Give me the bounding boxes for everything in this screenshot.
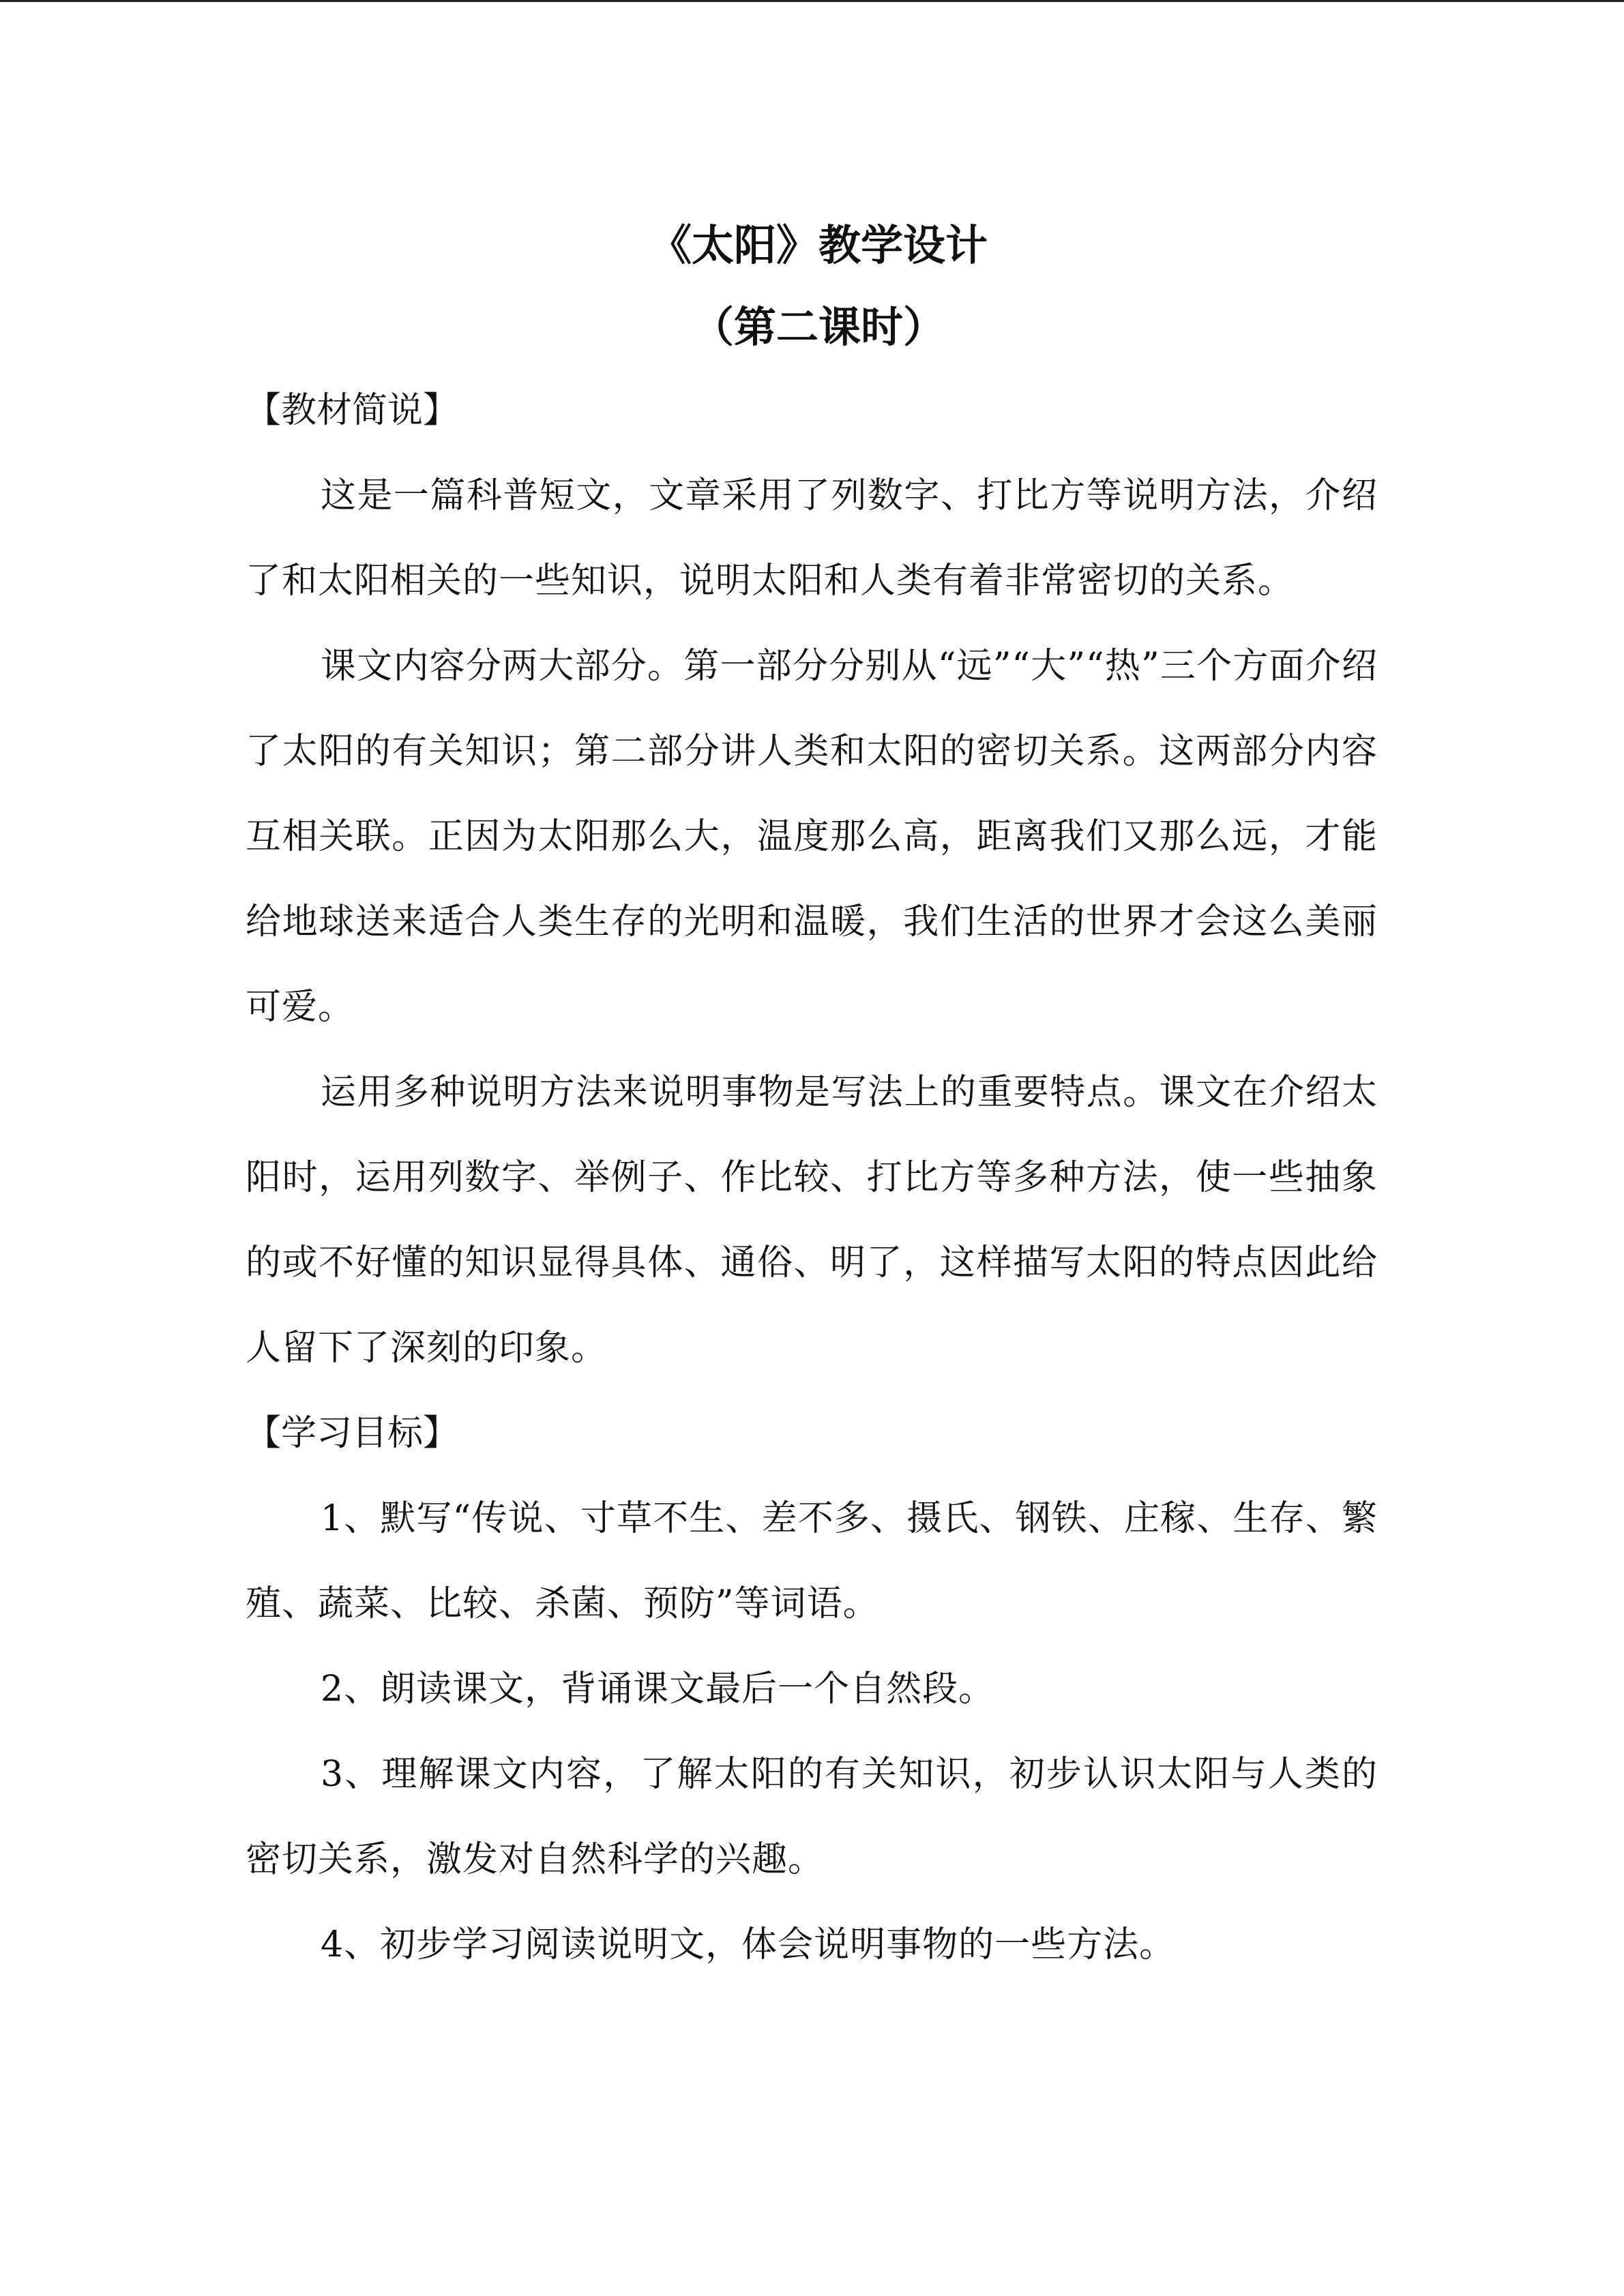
section-heading-materials: 【教材简说】 [246,390,459,431]
objective-item: 1、默写“传说、寸草不生、差不多、摄氏、钢铁、庄稼、生存、繁殖、蔬菜、比较、杀菌、预防”等词语。 [246,1498,1378,1624]
objective-item: 4、初步学习阅读说明文，体会说明事物的一些方法。 [321,1924,1176,1965]
document-page [246,205,1378,1988]
document-title: 《太阳》教学设计 [649,220,988,270]
section-materials [246,368,1378,1391]
document-subtitle: （第二课时） [691,302,945,352]
paragraph: 课文内容分两大部分。第一部分分别从“远”“大”“热”三个方面介绍了太阳的有关知识；第二部分讲人类和太阳的密切关系。这两部分内容互相关联。正因为太阳那么大，温度那么高，距离我们又那么远，才能给地球送来适合人类生存的光明和温暖，我们生活的世界才会这么美丽可爱。 [246,646,1378,1028]
objective-item: 3、理解课文内容，了解太阳的有关知识，初步认识太阳与人类的密切关系，激发对自然科学的兴趣。 [246,1754,1378,1880]
paragraph: 运用多种说明方法来说明事物是写法上的重要特点。课文在介绍太阳时，运用列数字、举例子、作比较、打比方等多种方法，使一些抽象的或不好懂的知识显得具体、通俗、明了，这样描写太阳的特点因此给人留下了深刻的印象。 [246,1072,1378,1369]
paragraph: 这是一篇科普短文，文章采用了列数字、打比方等说明方法，介绍了和太阳相关的一些知识，说明太阳和人类有着非常密切的关系。 [246,475,1378,601]
section-heading-objectives: 【学习目标】 [246,1413,459,1454]
objective-item: 2、朗读课文，背诵课文最后一个自然段。 [321,1669,995,1710]
page-top-border [0,0,1624,2]
section-objectives [246,1391,1378,1988]
